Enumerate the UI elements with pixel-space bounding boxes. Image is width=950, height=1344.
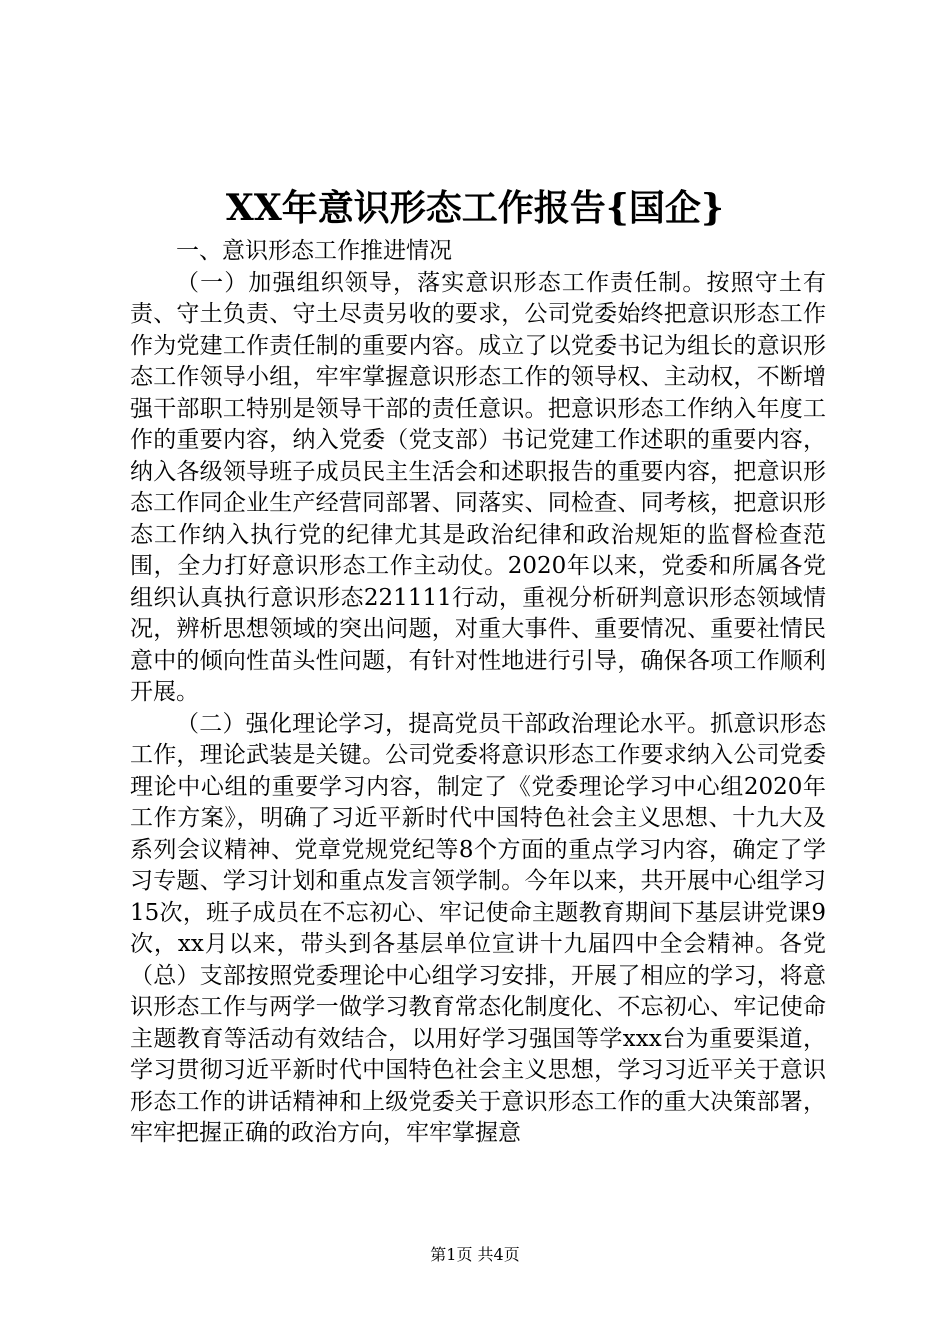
document-title: XX年意识形态工作报告{国企} [225,187,725,229]
document-body [130,236,826,1150]
section-heading: 一、意识形态工作推进情况 [176,238,452,264]
paragraph-1: （一）加强组织领导，落实意识形态工作责任制。按照守土有责、守土负责、守土尽责另收的要求，公司党委始终把意识形态工作作为党建工作责任制的重要内容。成立了以党委书记为组长的意识形态工作领导小组，牢牢掌握意识形态工作的领导权、主动权，不断增强干部职工特别是领导干部的责任意识。把意识形态工作纳入年度工作的重要内容，纳入党委（党支部）书记党建工作述职的重要内容，纳入各级领导班子成员民主生活会和述职报告的重要内容，把意识形态工作同企业生产经营同部署、同落实、同检查、同考核，把意识形态工作纳入执行党的纪律尤其是政治纪律和政治规矩的监督检查范围，全力打好意识形态工作主动仗。2020年以来，党委和所属各党组织认真执行意识形态221111行动，重视分析研判意识形态领域情况，辨析思想领域的突出问题，对重大事件、重要情况、重要社情民意中的倾向性苗头性问题，有针对性地进行引导，确保各项工作顺利开展。 [130,269,826,705]
page-number-footer: 第1页 共4页 [430,1245,520,1264]
paragraph-2: （二）强化理论学习，提高党员干部政治理论水平。抓意识形态工作，理论武装是关键。公司党委将意识形态工作要求纳入公司党委理论中心组的重要学习内容，制定了《党委理论学习中心组2020年工作方案》，明确了习近平新时代中国特色社会主义思想、十九大及系列会议精神、党章党规党纪等8个方面的重点学习内容，确定了学习专题、学习计划和重点发言领学制。今年以来，共开展中心组学习15次，班子成员在不忘初心、牢记使命主题教育期间下基层讲党课9次，xx月以来，带头到各基层单位宣讲十九届四中全会精神。各党（总）支部按照党委理论中心组学习安排，开展了相应的学习，将意识形态工作与两学一做学习教育常态化制度化、不忘初心、牢记使命主题教育等活动有效结合，以用好学习强国等学xxx台为重要渠道，学习贯彻习近平新时代中国特色社会主义思想，学习习近平关于意识形态工作的讲话精神和上级党委关于意识形态工作的重大决策部署，牢牢把握正确的政治方向，牢牢掌握意 [130,710,826,1146]
